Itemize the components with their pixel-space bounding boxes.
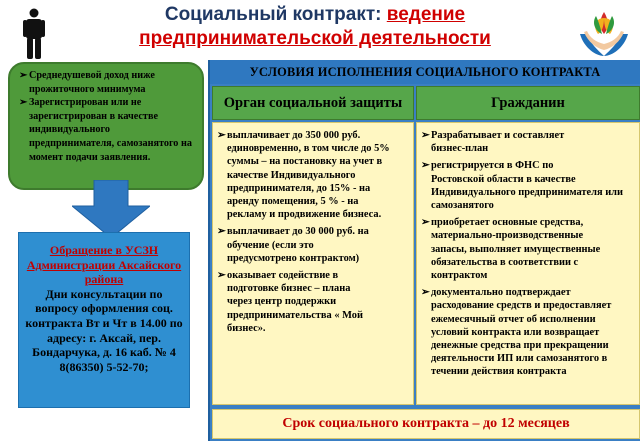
arrow-bullet-icon: ➢ <box>421 217 430 229</box>
page-title <box>60 3 570 51</box>
arrow-bullet-icon: ➢ <box>421 130 430 141</box>
uszn-header: Обращение в УСЗН Администрации Аксайского района <box>26 243 182 287</box>
title-prefix: Социальный контракт: <box>164 4 387 25</box>
arrow-bullet-icon: ➢ <box>19 70 28 81</box>
list-item <box>421 216 633 282</box>
list-item <box>217 129 407 221</box>
contract-term-footer: Срок социального контракта – до 12 месяцев <box>212 409 640 439</box>
item-text: документально подтверждает расходование средств и предоставляет ежемесячный отчет об исполнении условий контракта или возвращает денежные средства при прекращении деятельности ИП или самозанятого в течении действия контракта <box>431 287 612 378</box>
item-text: оказывает содействие в подготовке бизнес – плана через центр поддержки предпринимательства « Мой бизнес». <box>227 270 363 334</box>
title-highlight: ведение предпринимательской деятельности <box>139 4 491 49</box>
item-text: приобретает основные средства, материально-производственные запасы, выполняет имущественные обязательства в соответствии с контрактом <box>431 217 601 282</box>
arrow-bullet-icon: ➢ <box>421 160 430 172</box>
uszn-contact-box <box>18 232 190 408</box>
eligibility-criteria <box>8 62 204 190</box>
arrow-bullet-icon: ➢ <box>217 226 226 238</box>
list-item <box>217 225 407 265</box>
criteria-text: Среднедушевой доход ниже прожиточного минимума <box>29 70 155 95</box>
item-text: выплачивает до 350 000 руб. единовременно, в том числе до 5% суммы – на постановку на учет в качестве Индивидуального предпринимателя, до 15% - на аренду помещения, 5 % - на рекламу и продвижение бизнеса. <box>227 130 390 221</box>
down-arrow-icon <box>72 180 150 238</box>
item-text: регистрируется в ФНС по Ростовской области в качестве Индивидуального предпринимателя или самозанятого <box>431 160 623 212</box>
uszn-body: Дни консультации по вопросу оформления соц. контракта Вт и Чт в 14.00 по адресу: г. Аксай, пер. Бондарчука, д. 16 каб. № 4 <box>25 286 183 360</box>
item-text: выплачивает до 30 000 руб. на обучение (если это предусмотрено контрактом) <box>227 226 369 264</box>
list-item <box>217 269 407 335</box>
person-silhouette-icon <box>22 8 46 60</box>
list-item <box>421 286 633 378</box>
conditions-title: УСЛОВИЯ ИСПОЛНЕНИЯ СОЦИАЛЬНОГО КОНТРАКТА <box>210 60 640 84</box>
social-protection-column <box>212 122 414 405</box>
citizen-header: Гражданин <box>416 86 640 120</box>
conditions-panel <box>208 60 640 441</box>
social-protection-header: Орган социальной защиты <box>212 86 414 120</box>
criteria-text: Зарегистрирован или не зарегистрирован в качестве индивидуального предпринимателя, самозанятого на момент подачи заявления. <box>29 97 192 163</box>
list-item <box>421 129 633 155</box>
hands-flower-logo-icon <box>574 4 634 60</box>
item-text: Разрабатывает и составляет бизнес-план <box>431 130 565 155</box>
list-item <box>421 159 633 212</box>
criteria-item <box>20 69 196 96</box>
arrow-bullet-icon: ➢ <box>421 287 430 299</box>
arrow-bullet-icon: ➢ <box>217 130 226 141</box>
arrow-bullet-icon: ➢ <box>217 270 226 282</box>
citizen-column <box>416 122 640 405</box>
criteria-item <box>20 96 196 164</box>
uszn-phone: 8(86350) 5-52-70; <box>59 359 149 374</box>
arrow-bullet-icon: ➢ <box>19 97 28 109</box>
